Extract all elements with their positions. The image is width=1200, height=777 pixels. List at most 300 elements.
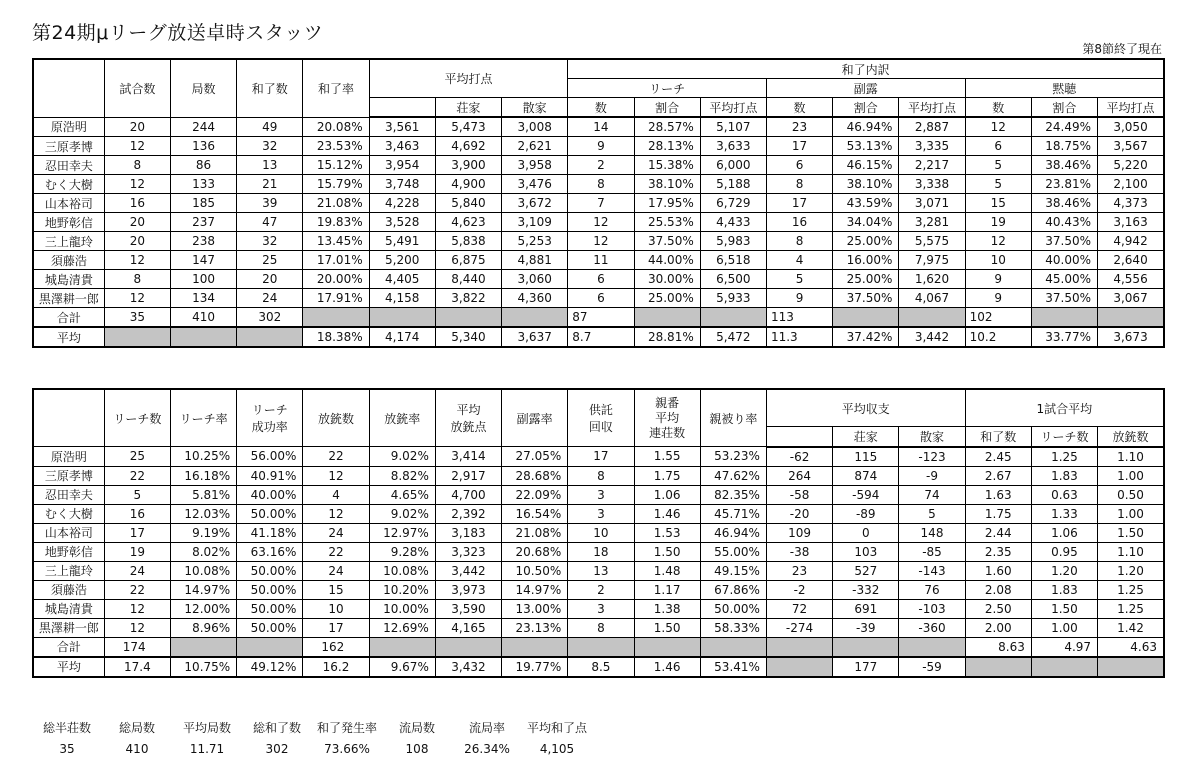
stat-cell: -85: [899, 542, 965, 561]
stat-cell: 10.08%: [170, 561, 236, 580]
total-pg-deal: 4.63: [1098, 637, 1164, 657]
stat-cell: 5: [766, 270, 832, 289]
stat-cell: 10.50%: [502, 561, 568, 580]
stat-cell: 2.67: [965, 466, 1031, 485]
stat-cell: 7,975: [899, 251, 965, 270]
stat-cell: 28.13%: [634, 137, 700, 156]
header-riichi-success-l1: リーチ: [251, 403, 288, 417]
stat-cell: 20: [104, 117, 170, 137]
stat-cell: 238: [170, 232, 236, 251]
stat-cell: 12: [965, 232, 1031, 251]
stat-cell: 14.97%: [170, 580, 236, 599]
gray-cell: [766, 657, 832, 677]
player-name: 忍田幸夫: [33, 485, 104, 504]
stat-cell: 25: [237, 251, 303, 270]
stat-cell: 17.01%: [303, 251, 369, 270]
stat-cell: 38.46%: [1031, 194, 1097, 213]
stat-cell: 5,838: [435, 232, 501, 251]
player-name: 須藤浩: [33, 580, 104, 599]
stat-cell: 5,575: [899, 232, 965, 251]
stat-cell: 12.69%: [369, 618, 435, 637]
avg-riichi-avg: 5,472: [700, 327, 766, 347]
player-row: [33, 137, 1164, 156]
stat-cell: 50.00%: [237, 618, 303, 637]
stat-cell: 9: [766, 289, 832, 308]
stat-cell: 25.00%: [833, 270, 899, 289]
stat-cell: 25.00%: [634, 289, 700, 308]
stat-cell: 22: [303, 447, 369, 467]
stat-cell: 22: [303, 542, 369, 561]
header-furo: 副露: [766, 79, 965, 98]
stat-cell: 13.00%: [502, 599, 568, 618]
stat-cell: 5,491: [369, 232, 435, 251]
stat-cell: 1.75: [634, 466, 700, 485]
stat-cell: 67.86%: [700, 580, 766, 599]
stat-cell: 6,518: [700, 251, 766, 270]
player-row: [33, 270, 1164, 289]
total-dama: 102: [965, 308, 1031, 328]
stat-cell: 5: [965, 175, 1031, 194]
stat-cell: 6,875: [435, 251, 501, 270]
stat-cell: 17: [568, 447, 634, 467]
summary-value: 108: [405, 742, 429, 756]
stat-cell: 3,060: [502, 270, 568, 289]
player-name: 三原孝博: [33, 137, 104, 156]
stat-cell: 3,528: [369, 213, 435, 232]
player-row: [33, 504, 1164, 523]
stat-cell: 874: [833, 466, 899, 485]
stat-cell: 39: [237, 194, 303, 213]
average-row: [33, 657, 1164, 677]
stat-cell: 8,440: [435, 270, 501, 289]
stat-cell: 1.42: [1098, 618, 1164, 637]
stat-cell: 3,958: [502, 156, 568, 175]
gray-cell: [237, 327, 303, 347]
player-name: 三原孝博: [33, 466, 104, 485]
stat-cell: 30.00%: [634, 270, 700, 289]
stat-cell: -274: [766, 618, 832, 637]
gray-cell: [766, 637, 832, 657]
gray-cell: [833, 308, 899, 328]
avg-success: 49.12%: [237, 657, 303, 677]
stat-cell: 9: [965, 289, 1031, 308]
avg-renchan: 1.46: [634, 657, 700, 677]
stat-cell: 46.15%: [833, 156, 899, 175]
stat-cell: 12: [568, 232, 634, 251]
stat-cell: 1.83: [1031, 580, 1097, 599]
stat-cell: 4,900: [435, 175, 501, 194]
avg-furo-ratio: 37.42%: [833, 327, 899, 347]
stat-cell: 37.50%: [1031, 232, 1097, 251]
player-name: 城島清貴: [33, 599, 104, 618]
player-name: 原浩明: [33, 117, 104, 137]
stat-cell: 237: [170, 213, 236, 232]
stat-cell: 13.45%: [303, 232, 369, 251]
header-riichi: リーチ: [568, 79, 767, 98]
stat-cell: 17: [104, 523, 170, 542]
stat-cell: 4,556: [1098, 270, 1164, 289]
stat-cell: -20: [766, 504, 832, 523]
stat-cell: 0.50: [1098, 485, 1164, 504]
stat-cell: 25.00%: [833, 232, 899, 251]
stat-cell: -594: [833, 485, 899, 504]
header-furo-rate: 副露率: [502, 389, 568, 447]
stat-cell: 9.19%: [170, 523, 236, 542]
stat-cell: 23: [766, 117, 832, 137]
stat-cell: 20: [237, 270, 303, 289]
total-deal-in: 162: [303, 637, 369, 657]
stat-cell: 10.08%: [369, 561, 435, 580]
stat-cell: 1.25: [1098, 580, 1164, 599]
gray-cell: [502, 637, 568, 657]
stat-cell: 8: [568, 466, 634, 485]
stat-cell: 20.00%: [303, 270, 369, 289]
stat-cell: 4: [766, 251, 832, 270]
stat-cell: 53.23%: [700, 447, 766, 467]
stat-cell: 15.79%: [303, 175, 369, 194]
header-dama-ratio: 割合: [1031, 98, 1097, 118]
avg-balance-non-dealer: -59: [899, 657, 965, 677]
summary-label: 和了発生率: [316, 720, 377, 735]
stat-cell: 3,109: [502, 213, 568, 232]
stat-cell: 21.08%: [303, 194, 369, 213]
stat-cell: 16.18%: [170, 466, 236, 485]
stat-cell: 3,476: [502, 175, 568, 194]
stat-cell: 2: [568, 580, 634, 599]
stat-cell: 3,567: [1098, 137, 1164, 156]
avg-riichi-count: 8.7: [568, 327, 634, 347]
stat-cell: -103: [899, 599, 965, 618]
stat-cell: 27.05%: [502, 447, 568, 467]
stat-cell: 3,900: [435, 156, 501, 175]
stat-cell: 115: [833, 447, 899, 467]
header-tsumo-hit: 親被り率: [700, 389, 766, 447]
player-name: 三上龍玲: [33, 561, 104, 580]
stat-cell: 24.49%: [1031, 117, 1097, 137]
stat-cell: 19.83%: [303, 213, 369, 232]
name-header: [33, 59, 104, 117]
stat-cell: 1,620: [899, 270, 965, 289]
avg-dama-ratio: 33.77%: [1031, 327, 1097, 347]
stat-cell: 185: [170, 194, 236, 213]
gray-cell: [899, 308, 965, 328]
stat-cell: 4: [303, 485, 369, 504]
player-row: [33, 232, 1164, 251]
stat-cell: 23.81%: [1031, 175, 1097, 194]
stat-cell: -143: [899, 561, 965, 580]
stat-cell: 1.17: [634, 580, 700, 599]
stat-cell: 1.53: [634, 523, 700, 542]
stat-cell: 28.68%: [502, 466, 568, 485]
stat-cell: 2.08: [965, 580, 1031, 599]
stat-cell: 1.06: [634, 485, 700, 504]
header-hands: 局数: [170, 59, 236, 117]
stat-cell: 264: [766, 466, 832, 485]
stat-cell: 37.50%: [1031, 289, 1097, 308]
avg-tsumo-hit: 53.41%: [700, 657, 766, 677]
stat-cell: 4,373: [1098, 194, 1164, 213]
stat-cell: 40.91%: [237, 466, 303, 485]
page-title: 第24期μリーグ放送卓時スタッツ: [32, 22, 324, 44]
gray-cell: [502, 308, 568, 328]
header-dealer: 荘家: [435, 98, 501, 118]
stat-cell: 2,887: [899, 117, 965, 137]
stat-cell: 3,590: [435, 599, 501, 618]
stat-cell: 22: [104, 466, 170, 485]
player-row: [33, 580, 1164, 599]
stat-cell: 34.04%: [833, 213, 899, 232]
stat-cell: 8: [766, 232, 832, 251]
stat-cell: 58.33%: [700, 618, 766, 637]
stat-cell: -9: [899, 466, 965, 485]
stat-cell: 8: [104, 156, 170, 175]
avg-dama-count: 10.2: [965, 327, 1031, 347]
stat-cell: 3,163: [1098, 213, 1164, 232]
header-riichi-count: リーチ数: [104, 389, 170, 447]
stat-cell: 49.15%: [700, 561, 766, 580]
stat-cell: -62: [766, 447, 832, 467]
header-deal-in-rate: 放銃率: [369, 389, 435, 447]
stat-cell: 10.20%: [369, 580, 435, 599]
stat-cell: 2.44: [965, 523, 1031, 542]
stat-cell: 1.20: [1031, 561, 1097, 580]
avg-non-dealer: 3,637: [502, 327, 568, 347]
header-riichi-count: 数: [568, 98, 634, 118]
player-row: [33, 542, 1164, 561]
stat-cell: 38.10%: [634, 175, 700, 194]
summary-value: 4,105: [539, 742, 575, 756]
total-row: [33, 308, 1164, 328]
stat-cell: 10: [568, 523, 634, 542]
stat-cell: 17: [766, 137, 832, 156]
total-furo: 113: [766, 308, 832, 328]
stat-cell: 5: [965, 156, 1031, 175]
stat-cell: 86: [170, 156, 236, 175]
stat-cell: 38.46%: [1031, 156, 1097, 175]
stat-cell: 12: [965, 117, 1031, 137]
stat-cell: 1.50: [634, 618, 700, 637]
stat-cell: 6: [568, 270, 634, 289]
player-name: 忍田幸夫: [33, 156, 104, 175]
stat-cell: 37.50%: [634, 232, 700, 251]
header-renchan-l2: 平均: [655, 410, 680, 425]
stat-cell: 23.53%: [303, 137, 369, 156]
stat-cell: 23.13%: [502, 618, 568, 637]
player-name: 山本裕司: [33, 194, 104, 213]
stat-cell: 2,217: [899, 156, 965, 175]
stat-cell: -360: [899, 618, 965, 637]
stat-cell: 20.08%: [303, 117, 369, 137]
stat-cell: -332: [833, 580, 899, 599]
stat-cell: 12: [104, 289, 170, 308]
stat-cell: 50.00%: [700, 599, 766, 618]
player-row: [33, 251, 1164, 270]
player-row: [33, 156, 1164, 175]
stat-cell: 23: [766, 561, 832, 580]
header-balance: 平均収支: [766, 389, 965, 427]
stat-cell: 9: [568, 137, 634, 156]
stat-cell: 12: [568, 213, 634, 232]
summary-label: 平均和了点: [526, 720, 587, 735]
player-row: [33, 194, 1164, 213]
stat-cell: 19: [965, 213, 1031, 232]
stat-cell: 527: [833, 561, 899, 580]
stat-cell: 3,067: [1098, 289, 1164, 308]
stat-cell: 0.95: [1031, 542, 1097, 561]
stat-cell: 1.50: [634, 542, 700, 561]
gray-cell: [700, 308, 766, 328]
player-name: 原浩明: [33, 447, 104, 467]
stat-cell: 3,323: [435, 542, 501, 561]
stat-cell: 22.09%: [502, 485, 568, 504]
stat-cell: -58: [766, 485, 832, 504]
stat-cell: 40.00%: [1031, 251, 1097, 270]
stat-cell: 15: [965, 194, 1031, 213]
avg-furo-rate: 19.77%: [502, 657, 568, 677]
stat-cell: 1.50: [1031, 599, 1097, 618]
header-dama-avg: 平均打点: [1098, 98, 1164, 118]
stat-cell: 32: [237, 232, 303, 251]
stat-cell: -39: [833, 618, 899, 637]
stat-cell: 1.10: [1098, 447, 1164, 467]
player-name: 地野彰信: [33, 213, 104, 232]
stat-cell: 5,840: [435, 194, 501, 213]
stat-cell: -38: [766, 542, 832, 561]
player-row: [33, 618, 1164, 637]
header-riichi-ratio: 割合: [634, 98, 700, 118]
gray-cell: [700, 637, 766, 657]
player-name: 城島清貴: [33, 270, 104, 289]
stat-cell: 1.06: [1031, 523, 1097, 542]
stat-cell: 76: [899, 580, 965, 599]
player-row: [33, 447, 1164, 467]
stat-cell: 24: [237, 289, 303, 308]
header-per-game: 1試合平均: [965, 389, 1164, 427]
stat-cell: 9.02%: [369, 447, 435, 467]
avg-furo-count: 11.3: [766, 327, 832, 347]
stat-cell: -89: [833, 504, 899, 523]
stat-cell: 4,623: [435, 213, 501, 232]
avg-riichi-ratio: 28.81%: [634, 327, 700, 347]
stat-cell: 40.00%: [237, 485, 303, 504]
stat-cell: 4,881: [502, 251, 568, 270]
stat-cell: 1.60: [965, 561, 1031, 580]
stat-cell: 17.91%: [303, 289, 369, 308]
player-name: 黒澤耕一郎: [33, 618, 104, 637]
stat-cell: 133: [170, 175, 236, 194]
header-all-blank: [369, 98, 435, 118]
header-riichi-avg: 平均打点: [700, 98, 766, 118]
stat-cell: 1.46: [634, 504, 700, 523]
total-pg-riichi: 4.97: [1031, 637, 1097, 657]
stat-cell: 3,672: [502, 194, 568, 213]
stat-cell: 45.71%: [700, 504, 766, 523]
stat-cell: 4,405: [369, 270, 435, 289]
stat-cell: 44.00%: [634, 251, 700, 270]
stat-cell: 3,954: [369, 156, 435, 175]
summary-value: 73.66%: [324, 742, 370, 756]
stat-cell: 82.35%: [700, 485, 766, 504]
stat-cell: 4,700: [435, 485, 501, 504]
stat-cell: 40.43%: [1031, 213, 1097, 232]
avg-riichi-rate: 10.75%: [170, 657, 236, 677]
gray-cell: [237, 637, 303, 657]
stat-cell: 32: [237, 137, 303, 156]
player-row: [33, 466, 1164, 485]
gray-cell: [965, 657, 1031, 677]
stat-cell: 12: [104, 618, 170, 637]
stat-cell: 4,228: [369, 194, 435, 213]
summary-value: 26.34%: [464, 742, 510, 756]
total-pg-wins: 8.63: [965, 637, 1031, 657]
stat-cell: 49: [237, 117, 303, 137]
stat-cell: 74: [899, 485, 965, 504]
player-name: むく大樹: [33, 175, 104, 194]
stat-cell: 25.53%: [634, 213, 700, 232]
summary-label: 流局率: [468, 720, 505, 735]
stat-cell: 1.25: [1098, 599, 1164, 618]
stat-cell: 3,335: [899, 137, 965, 156]
total-games: 35: [104, 308, 170, 328]
stat-cell: 18.75%: [1031, 137, 1097, 156]
stat-cell: 12.97%: [369, 523, 435, 542]
stat-cell: 1.55: [634, 447, 700, 467]
stat-cell: 8.96%: [170, 618, 236, 637]
stat-cell: 2,917: [435, 466, 501, 485]
stat-cell: 43.59%: [833, 194, 899, 213]
stat-cell: 3,442: [435, 561, 501, 580]
stat-cell: 3,338: [899, 175, 965, 194]
gray-cell: [1098, 657, 1164, 677]
stat-cell: 4,165: [435, 618, 501, 637]
stat-cell: -2: [766, 580, 832, 599]
stat-cell: 12: [104, 251, 170, 270]
stat-cell: 4,433: [700, 213, 766, 232]
average-label: 平均: [33, 327, 104, 347]
player-name: 須藤浩: [33, 251, 104, 270]
stat-cell: 50.00%: [237, 599, 303, 618]
header-balance-dealer: 荘家: [833, 427, 899, 447]
header-riichi-rate: リーチ率: [170, 389, 236, 447]
stat-cell: 2: [568, 156, 634, 175]
header-pg-riichi: リーチ数: [1031, 427, 1097, 447]
stat-cell: 2,621: [502, 137, 568, 156]
header-balance-all: [766, 427, 832, 447]
total-label: 合計: [33, 308, 104, 328]
stat-cell: 19: [104, 542, 170, 561]
stat-cell: 38.10%: [833, 175, 899, 194]
stat-cell: 8: [568, 618, 634, 637]
stat-cell: 6,729: [700, 194, 766, 213]
gray-cell: [634, 308, 700, 328]
stat-cell: 15.12%: [303, 156, 369, 175]
stat-cell: 47: [237, 213, 303, 232]
stat-cell: 0.63: [1031, 485, 1097, 504]
stat-cell: 3,633: [700, 137, 766, 156]
name-header: [33, 389, 104, 447]
stat-cell: 20: [104, 232, 170, 251]
summary-label: 平均局数: [182, 720, 231, 735]
stat-cell: 5,220: [1098, 156, 1164, 175]
average-row: [33, 327, 1164, 347]
stat-cell: 8: [568, 175, 634, 194]
header-furo-avg: 平均打点: [899, 98, 965, 118]
stat-cell: 56.00%: [237, 447, 303, 467]
header-renchan-l3: 連荘数: [649, 425, 686, 440]
stat-cell: 4,360: [502, 289, 568, 308]
stat-cell: 24: [303, 561, 369, 580]
header-deal-in: 放銃数: [303, 389, 369, 447]
